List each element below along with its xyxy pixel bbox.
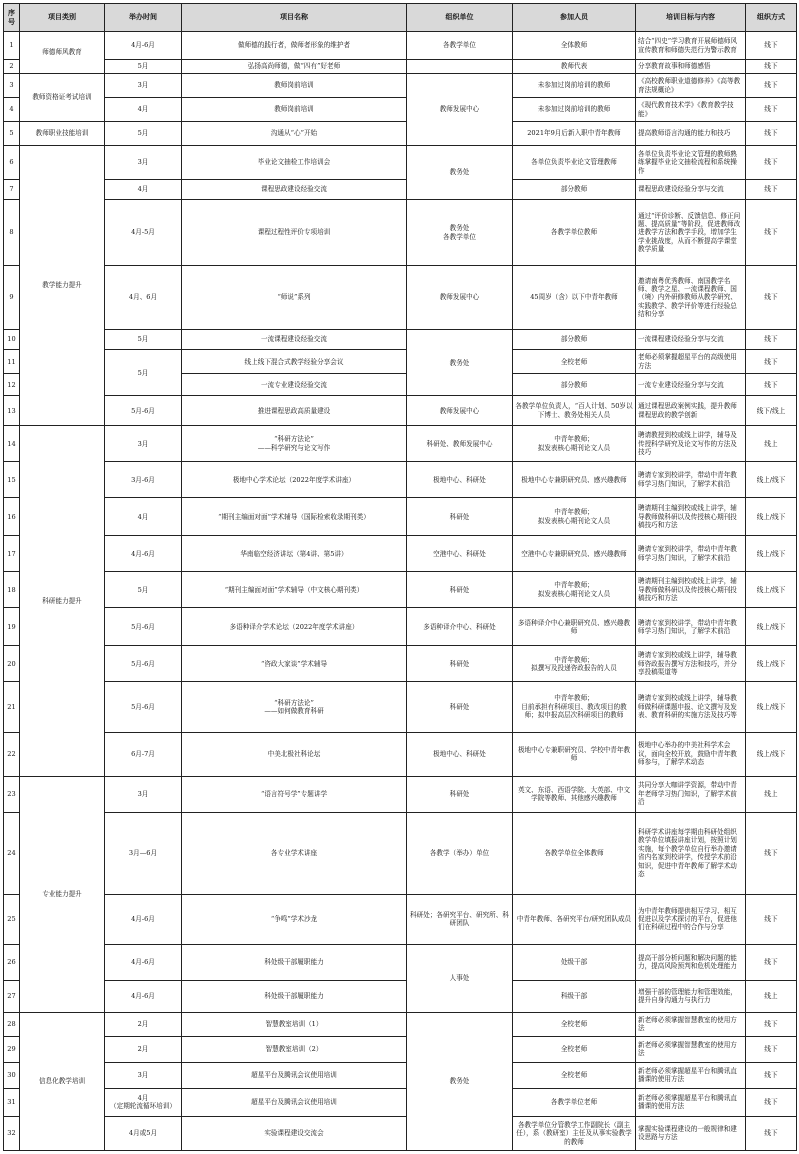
header-cell-category: 项目类别 [20,4,105,32]
unit-cell: 空港中心、科研处 [407,536,513,572]
time-cell: 4月-6月 [105,32,182,60]
table-row [4,980,797,1012]
header-cell-participants: 参加人员 [513,4,636,32]
row-no: 26 [4,944,20,980]
table-row [4,776,797,812]
time-cell: 4月 [105,498,182,536]
row-no: 21 [4,682,20,732]
time-cell: 4月-6月 [105,980,182,1012]
unit-cell: 科研处；各研究平台、研究所、科研团队 [407,894,513,944]
mode-cell: 线下/线上 [746,396,797,426]
participants-cell: 未参加过岗前培训的教师 [513,98,636,122]
time-cell: 4月-5月 [105,200,182,266]
participants-cell: 全体教师 [513,32,636,60]
project-name-cell: 极地中心学术论坛（2022年度学术讲座） [182,462,407,498]
row-no: 31 [4,1088,20,1116]
unit-cell [407,60,513,74]
participants-cell: 各教学单位分管教学工作副院长（副主任），系（教研室）主任及从事实验教学的教师 [513,1116,636,1150]
project-name-cell: 多语种译介学术论坛（2022年度学术讲座） [182,608,407,646]
content-cell: 新老师必须掌握智慧教室的使用方法 [636,1012,746,1036]
participants-cell: 中青年教师； 拟撰写及投递咨政报告的人员 [513,646,636,682]
project-name-cell: “科研方法论” ——如何做教育科研 [182,682,407,732]
content-cell: 结合“四史”学习教育开展师德师风宣传教育和师德失范行为警示教育 [636,32,746,60]
participants-cell: 多语种译介中心兼职研究员、感兴趣教师 [513,608,636,646]
content-cell: 聘请专家到校或线上讲学，辅导教师咨政报告撰写方法和技巧，并分享投稿渠道等 [636,646,746,682]
participants-cell: 各教学单位老师 [513,1088,636,1116]
project-name-cell: 中美北极社科论坛 [182,732,407,776]
content-cell: 聘请专家到校讲学，带动中青年教师学习热门知识，了解学术前沿 [636,536,746,572]
row-no: 22 [4,732,20,776]
table-row [4,498,797,536]
table-row [4,330,797,350]
row-no: 5 [4,122,20,146]
row-no: 25 [4,894,20,944]
project-name-cell: 课程思政建设经验交流 [182,180,407,200]
mode-cell: 线下 [746,894,797,944]
time-cell: 2月 [105,1036,182,1062]
mode-cell: 线上/线下 [746,498,797,536]
time-cell: 3月 [105,776,182,812]
time-cell: 5月 [105,122,182,146]
mode-cell: 线下 [746,1088,797,1116]
category-cell: 师德师风教育 [20,32,105,74]
project-name-cell: 课程过程性评价专项培训 [182,200,407,266]
project-name-cell: “语言符号学”专题讲学 [182,776,407,812]
category-cell: 教师资格证考试培训 [20,74,105,122]
time-cell: 5月 [105,350,182,396]
unit-cell: 科研处 [407,498,513,536]
time-cell: 3月 [105,74,182,98]
table-row [4,1088,797,1116]
row-no: 24 [4,812,20,894]
mode-cell: 线下 [746,1012,797,1036]
unit-cell: 各教学（举办）单位 [407,812,513,894]
mode-cell: 线下 [746,330,797,350]
project-name-cell: 超星平台及腾讯会议使用培训 [182,1088,407,1116]
project-name-cell: “期刊主编面对面”学术辅导（国际检索收录期刊类） [182,498,407,536]
content-cell: 共同分享大咖讲学资源，带动中青年老师学习热门知识，了解学术前沿 [636,776,746,812]
row-no: 15 [4,462,20,498]
row-no: 17 [4,536,20,572]
project-name-cell: 一流课程建设经验交流 [182,330,407,350]
project-name-cell: “师说”系列 [182,266,407,330]
content-cell: 一流专业建设经验分享与交流 [636,374,746,396]
mode-cell: 线上/线下 [746,646,797,682]
content-cell: 极地中心举办的中美社科学术会议，面向全校开放，鼓励中青年教师参与，了解学术动态 [636,732,746,776]
project-name-cell: 超星平台及腾讯会议使用培训 [182,1062,407,1088]
project-name-cell: “期刊主编面对面”学术辅导（中文核心期刊类） [182,572,407,608]
table-row [4,32,797,60]
row-no: 32 [4,1116,20,1150]
project-name-cell: 科处级干部履职能力 [182,944,407,980]
unit-cell: 各教学单位 [407,32,513,60]
participants-cell: 中青年教师； 拟发表核心期刊论文人员 [513,572,636,608]
project-name-cell: 智慧教室培训（2） [182,1036,407,1062]
participants-cell: 全校老师 [513,1062,636,1088]
project-name-cell: 教师岗前培训 [182,98,407,122]
mode-cell: 线上 [746,426,797,462]
table-row [4,646,797,682]
row-no: 18 [4,572,20,608]
row-no: 2 [4,60,20,74]
table-row [4,180,797,200]
project-name-cell: “科研方法论” ——科学研究与论文写作 [182,426,407,462]
unit-cell: 教务处 [407,146,513,200]
mode-cell: 线下 [746,1116,797,1150]
project-name-cell: 实验课程建设交流会 [182,1116,407,1150]
unit-cell: 教师发展中心 [407,74,513,146]
project-name-cell: 线上线下混合式教学经验分享会议 [182,350,407,374]
content-cell: 新老师必须掌握智慧教室的使用方法 [636,1036,746,1062]
content-cell: 通过课程思政案例实践，提升教师课程思政的教学创新 [636,396,746,426]
row-no: 14 [4,426,20,462]
participants-cell: 未参加过岗前培训的教师 [513,74,636,98]
content-cell: 一流课程建设经验分享与交流 [636,330,746,350]
content-cell: 邀请南粤优秀教师、南国教学名师、教学之星、一流课程教师、国（境）内外研修教师从教学研究、实践教学、教学评价等进行经验总结和分享 [636,266,746,330]
participants-cell: 中青年教师； 拟发表核心期刊论文人员 [513,426,636,462]
time-cell: 4月-6月 [105,944,182,980]
project-name-cell: 沟通从“心”开始 [182,122,407,146]
unit-cell: 教务处 [407,1012,513,1150]
time-cell: 4月-6月 [105,536,182,572]
participants-cell: 全校老师 [513,1036,636,1062]
time-cell: 5月 [105,60,182,74]
content-cell: 各单位负责毕业论文管理的教师熟练掌握毕业论文抽检流程和系统操作 [636,146,746,180]
time-cell: 5月-6月 [105,682,182,732]
category-cell: 信息化教学培训 [20,1012,105,1150]
participants-cell: 中青年教师、各研究平台/研究团队成员 [513,894,636,944]
row-no: 10 [4,330,20,350]
row-no: 13 [4,396,20,426]
mode-cell: 线下 [746,32,797,60]
table-row [4,200,797,266]
content-cell: 提高干部分析问题和解决问题的能力，提高风险预判和危机处理能力 [636,944,746,980]
category-cell: 科研能力提升 [20,426,105,776]
content-cell: 为中青年教师提供相互学习、相互促进以及学术探讨的平台，促进他们在科研过程中的合作与分享 [636,894,746,944]
content-cell: 分享教育故事和师德感悟 [636,60,746,74]
project-name-cell: 教师岗前培训 [182,74,407,98]
header-cell-mode: 组织方式 [746,4,797,32]
mode-cell: 线下 [746,944,797,980]
table-row [4,146,797,180]
unit-cell: 人事处 [407,944,513,1012]
table-row [4,462,797,498]
time-cell: 3月-6月 [105,462,182,498]
project-name-cell: 推进课程思政高质量建设 [182,396,407,426]
mode-cell: 线下 [746,374,797,396]
table-row [4,98,797,122]
row-no: 12 [4,374,20,396]
table-row [4,350,797,374]
content-cell: 通过“评价诊断、反馈信息、修正问题、提高质量”等阶段，促进教师改进教学方法和教学手段，增加学生学业挑战度，从而不断提高学课堂教学质量 [636,200,746,266]
content-cell: 聘请期刊主编到校或线上讲学，辅导教师做科研以及传授核心期刊投稿技巧和方法 [636,572,746,608]
mode-cell: 线下 [746,200,797,266]
content-cell: 《高校教师职业道德修养》《高等教育法规概论》 [636,74,746,98]
participants-cell: 中青年教师； 目前承担有科研项目、教改项目的教师；拟申报高层次科研项目的教师 [513,682,636,732]
header-cell-unit: 组织单位 [407,4,513,32]
mode-cell: 线上/线下 [746,462,797,498]
table-row [4,682,797,732]
participants-cell: 科级干部 [513,980,636,1012]
project-name-cell: 毕业论文抽检工作培训会 [182,146,407,180]
header-cell-time: 举办时间 [105,4,182,32]
content-cell: 聘请专家到校讲学，带动中青年教师学习热门知识，了解学术前沿 [636,608,746,646]
unit-cell: 极地中心、科研处 [407,732,513,776]
mode-cell: 线上/线下 [746,682,797,732]
project-name-cell: 一流专业建设经验交流 [182,374,407,396]
header-cell-content: 培训目标与内容 [636,4,746,32]
mode-cell: 线上 [746,980,797,1012]
mode-cell: 线下 [746,98,797,122]
project-name-cell: 弘扬高尚师德，做“四有”好老师 [182,60,407,74]
unit-cell: 科研处 [407,682,513,732]
table-row [4,1116,797,1150]
time-cell: 3月 [105,1062,182,1088]
unit-cell: 科研处、教师发展中心 [407,426,513,462]
unit-cell: 科研处 [407,646,513,682]
table-row [4,944,797,980]
content-cell: 科研学术讲座每学期由科研处组织教学单位填报讲座计划，按照计划实施，每个教学单位自行举办邀请省内名家到校讲学，传授学术前沿知识，促进中青年教师了解学术动态 [636,812,746,894]
participants-cell: 各教学单位教师 [513,200,636,266]
table-row [4,396,797,426]
unit-cell: 极地中心、科研处 [407,462,513,498]
table-row [4,426,797,462]
row-no: 23 [4,776,20,812]
category-cell: 教学能力提升 [20,146,105,426]
unit-cell: 教务处 [407,330,513,396]
time-cell: 5月-6月 [105,396,182,426]
category-cell: 教师职业技能培训 [20,122,105,146]
table-row [4,122,797,146]
content-cell: 聘请专家到校或线上讲学，辅导教师做科研课题申报、论文撰写及发表、教育科研的实施方法及技巧等 [636,682,746,732]
participants-cell: 极地中心专兼职研究员、感兴趣教师 [513,462,636,498]
mode-cell: 线上/线下 [746,608,797,646]
project-name-cell: 华南临空经济讲坛（第4讲、第5讲） [182,536,407,572]
mode-cell: 线下 [746,180,797,200]
project-name-cell: “咨政大家谈”学术辅导 [182,646,407,682]
content-cell: 聘请教授到校或线上讲学，辅导及传授科学研究及论文写作的方法及技巧 [636,426,746,462]
content-cell: 提高教师语言沟通的能力和技巧 [636,122,746,146]
participants-cell: 部分教师 [513,330,636,350]
participants-cell: 极地中心专兼职研究员、学校中青年教师 [513,732,636,776]
row-no: 4 [4,98,20,122]
time-cell: 5月-6月 [105,608,182,646]
mode-cell: 线下 [746,266,797,330]
mode-cell: 线上 [746,776,797,812]
content-cell: 《现代教育技术学》《教育教学技能》 [636,98,746,122]
time-cell: 3月 [105,426,182,462]
time-cell: 5月 [105,572,182,608]
row-no: 3 [4,74,20,98]
content-cell: 课程思政建设经验分享与交流 [636,180,746,200]
time-cell: 4月、6月 [105,266,182,330]
table-row [4,608,797,646]
participants-cell: 处级干部 [513,944,636,980]
row-no: 27 [4,980,20,1012]
row-no: 20 [4,646,20,682]
content-cell: 掌握实验课程建设的一般规律和建设思路与方法 [636,1116,746,1150]
time-cell: 4月 [105,180,182,200]
participants-cell: 各教学单位全体教师 [513,812,636,894]
table-row [4,732,797,776]
row-no: 30 [4,1062,20,1088]
participants-cell: 全校老师 [513,1012,636,1036]
participants-cell: 中青年教师； 拟发表核心期刊论文人员 [513,498,636,536]
participants-cell: 教师代表 [513,60,636,74]
row-no: 29 [4,1036,20,1062]
mode-cell: 线下 [746,812,797,894]
table-row [4,1012,797,1036]
table-row [4,894,797,944]
time-cell: 3月 [105,146,182,180]
time-cell: 4月-6月 [105,894,182,944]
row-no: 8 [4,200,20,266]
row-no: 11 [4,350,20,374]
mode-cell: 线下 [746,1062,797,1088]
row-no: 7 [4,180,20,200]
row-no: 16 [4,498,20,536]
content-cell: 新老师必须掌握超星平台和腾讯直播课的使用方法 [636,1088,746,1116]
unit-cell: 科研处 [407,776,513,812]
participants-cell: 英文、东语、西语学院、大英部、中文学院等教师、其他感兴趣教师 [513,776,636,812]
table-row [4,812,797,894]
mode-cell: 线下 [746,350,797,374]
content-cell: 老师必须掌握超星平台的高级使用方法 [636,350,746,374]
row-no: 9 [4,266,20,330]
mode-cell: 线下 [746,122,797,146]
time-cell: 5月-6月 [105,646,182,682]
mode-cell: 线下 [746,60,797,74]
time-cell: 6月-7月 [105,732,182,776]
table-row [4,1036,797,1062]
mode-cell: 线下 [746,146,797,180]
table-row [4,536,797,572]
unit-cell: 多语种译介中心、科研处 [407,608,513,646]
project-name-cell: 做师德的践行者，做师者形象的维护者 [182,32,407,60]
participants-cell: 空港中心专兼职研究员、感兴趣教师 [513,536,636,572]
mode-cell: 线下 [746,74,797,98]
row-no: 1 [4,32,20,60]
row-no: 28 [4,1012,20,1036]
row-no: 19 [4,608,20,646]
training-plan-table [3,3,797,1151]
project-name-cell: 各专业学术讲座 [182,812,407,894]
mode-cell: 线下 [746,1036,797,1062]
project-name-cell: “争鸣”学术沙龙 [182,894,407,944]
time-cell: 4月 [105,98,182,122]
table-row [4,572,797,608]
row-no: 6 [4,146,20,180]
time-cell: 3月—6月 [105,812,182,894]
content-cell: 新老师必须掌握超星平台和腾讯直播课的使用方法 [636,1062,746,1088]
time-cell: 4月或5月 [105,1116,182,1150]
participants-cell: 部分教师 [513,374,636,396]
table-row [4,60,797,74]
category-cell: 专业能力提升 [20,776,105,1012]
unit-cell: 教师发展中心 [407,266,513,330]
table-row [4,74,797,98]
content-cell: 聘请期刊主编到校或线上讲学，辅导教师做科研以及传授核心期刊投稿技巧和方法 [636,498,746,536]
time-cell: 4月 （定期轮流循环培训） [105,1088,182,1116]
time-cell: 5月 [105,330,182,350]
unit-cell: 教师发展中心 [407,396,513,426]
content-cell: 增强干部的管理能力和管理效能，提升自身沟通力与执行力 [636,980,746,1012]
project-name-cell: 智慧教室培训（1） [182,1012,407,1036]
participants-cell: 各教学单位负责人，“百人计划、50岁以下博士、教务处相关人员 [513,396,636,426]
participants-cell: 45周岁（含）以下中青年教师 [513,266,636,330]
unit-cell: 教务处 各教学单位 [407,200,513,266]
mode-cell: 线上/线下 [746,732,797,776]
participants-cell: 各单位负责毕业论文管理教师 [513,146,636,180]
header-cell-no: 序号 [4,4,20,32]
mode-cell: 线上/线下 [746,572,797,608]
participants-cell: 全校老师 [513,350,636,374]
header-cell-name: 项目名称 [182,4,407,32]
mode-cell: 线上/线下 [746,536,797,572]
participants-cell: 2021年9月后新入职中青年教师 [513,122,636,146]
header-row [4,4,797,32]
unit-cell: 科研处 [407,572,513,608]
table-row [4,1062,797,1088]
time-cell: 2月 [105,1012,182,1036]
table-row [4,266,797,330]
project-name-cell: 科处级干部履职能力 [182,980,407,1012]
content-cell: 聘请专家到校讲学，带动中青年教师学习热门知识，了解学术前沿 [636,462,746,498]
participants-cell: 部分教师 [513,180,636,200]
